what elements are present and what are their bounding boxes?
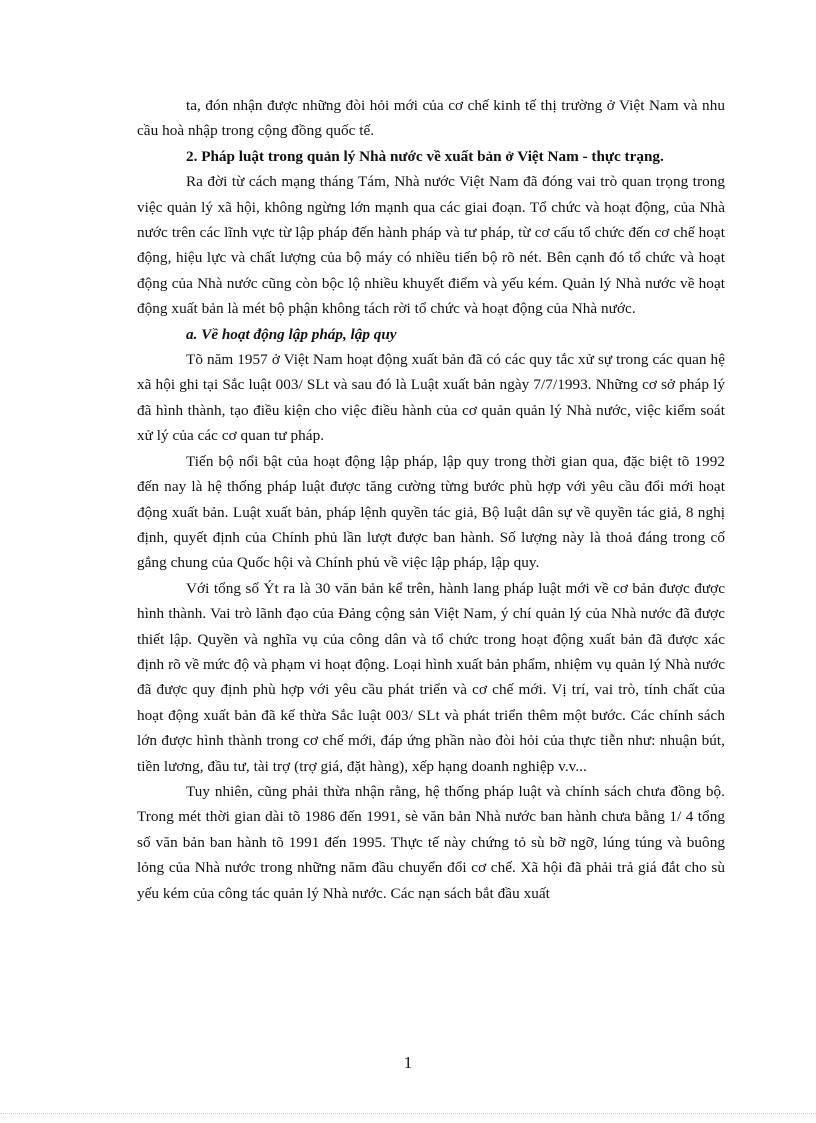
paragraph: Tuy nhiên, cũng phải thừa nhận rằng, hệ thống pháp luật và chính sách chưa đồng bộ. Trong mét thời gian dài tõ 1986 đến 1991, sè văn bản Nhà nước ban hành chưa bằng 1/ 4 tổng số văn bản ban hành tõ 1991 đến 1995. Thực tế này chứng tỏ sù bỡ ngỡ, lúng túng và buông lỏng của Nhà nước trong những năm đầu chuyển đổi cơ chế. Xã hội đã phải trả giá đắt cho sù yếu kém của công tác quản lý Nhà nước. Các nạn sách bắt đầu xuất (137, 782, 725, 902)
paragraph: Tõ năm 1957 ở Việt Nam hoạt động xuất bản đã có các quy tắc xử sự trong các quan hệ xã hội ghi tại Sắc luật 003/ SLt và sau đó là Luật xuất bản ngày 7/7/1993. Những cơ sở pháp lý đã hình thành, tạo điều kiện cho việc điều hành của cơ quản quản lý Nhà nước, việc kiểm soát xử lý của các cơ quan tư pháp. (137, 351, 725, 445)
paragraph: ta, đón nhận được những đòi hỏi mới của cơ chế kinh tế thị trường ở Việt Nam và nhu cầu hoà nhập trong cộng đồng quốc tế. (137, 97, 725, 140)
paragraph: Với tổng số Ýt ra là 30 văn bản kể trên, hành lang pháp luật mới về cơ bản được được hình thành. Vai trò lãnh đạo của Đảng cộng sản Việt Nam, ý chí quản lý của Nhà nước đã được thiết lập. Quyền và nghĩa vụ của công dân và tổ chức trong hoạt động xuất bản đã được xác định rõ về mức độ và phạm vi hoạt động. Loại hình xuất bản phẩm, nhiệm vụ quản lý Nhà nước đã được quy định phù hợp với yêu cầu phát triển và cơ chế mới. Vị trí, vai trò, tính chất của hoạt động xuất bản đã kế thừa Sắc luật 003/ SLt và phát triển thêm một bước. Các chính sách lớn được hình thành trong cơ chế mới, đáp ứng phần nào đòi hỏi của thực tiễn như: nhuận bút, tiền lương, đầu tư, tài trợ (trợ giá, đặt hàng), xếp hạng doanh nghiệp v.v... (137, 579, 725, 775)
paragraph: Tiến bộ nổi bật của hoạt động lập pháp, lập quy trong thời gian qua, đặc biệt tõ 1992 đến nay là hệ thống pháp luật được tăng cường từng bước phù hợp với yêu cầu đổi mới hoạt động xuất bản. Luật xuất bản, pháp lệnh quyền tác giả, Bộ luật dân sự về quyền tác giả, 8 nghị định, quyết định của Chính phủ lần lượt được ban hành. Số lượng này là thoả đáng trong cố gắng chung của Quốc hội và Chính phủ về việc lập pháp, lập quy. (137, 452, 725, 572)
paragraph: Ra đời từ cách mạng tháng Tám, Nhà nước Việt Nam đã đóng vai trò quan trọng trong việc quản lý xã hội, không ngừng lớn mạnh qua các giai đoạn. Tổ chức và hoạt động, của Nhà nước trên các lĩnh vực từ lập pháp đến hành pháp và tư pháp, từ cơ cấu tổ chức đến cơ chế hoạt động, hiệu lực và chất lượng của bộ máy có nhiều tiến bộ rõ nét. Bên cạnh đó tổ chức và hoạt động của Nhà nước cũng còn bộc lộ nhiều khuyết điểm và yếu kém. Quản lý Nhà nước về hoạt động xuất bản là mét bộ phận không tách rời tổ chức và hoạt động của Nhà nước. (137, 173, 725, 318)
page-break-divider (0, 1113, 816, 1114)
page-number: 1 (403, 1053, 413, 1072)
section-heading: 2. Pháp luật trong quản lý Nhà nước về xuất bản ở Việt Nam - thực trạng. (186, 147, 664, 165)
document-body (137, 93, 725, 906)
subsection-heading: a. Về hoạt động lập pháp, lập quy (186, 325, 397, 343)
